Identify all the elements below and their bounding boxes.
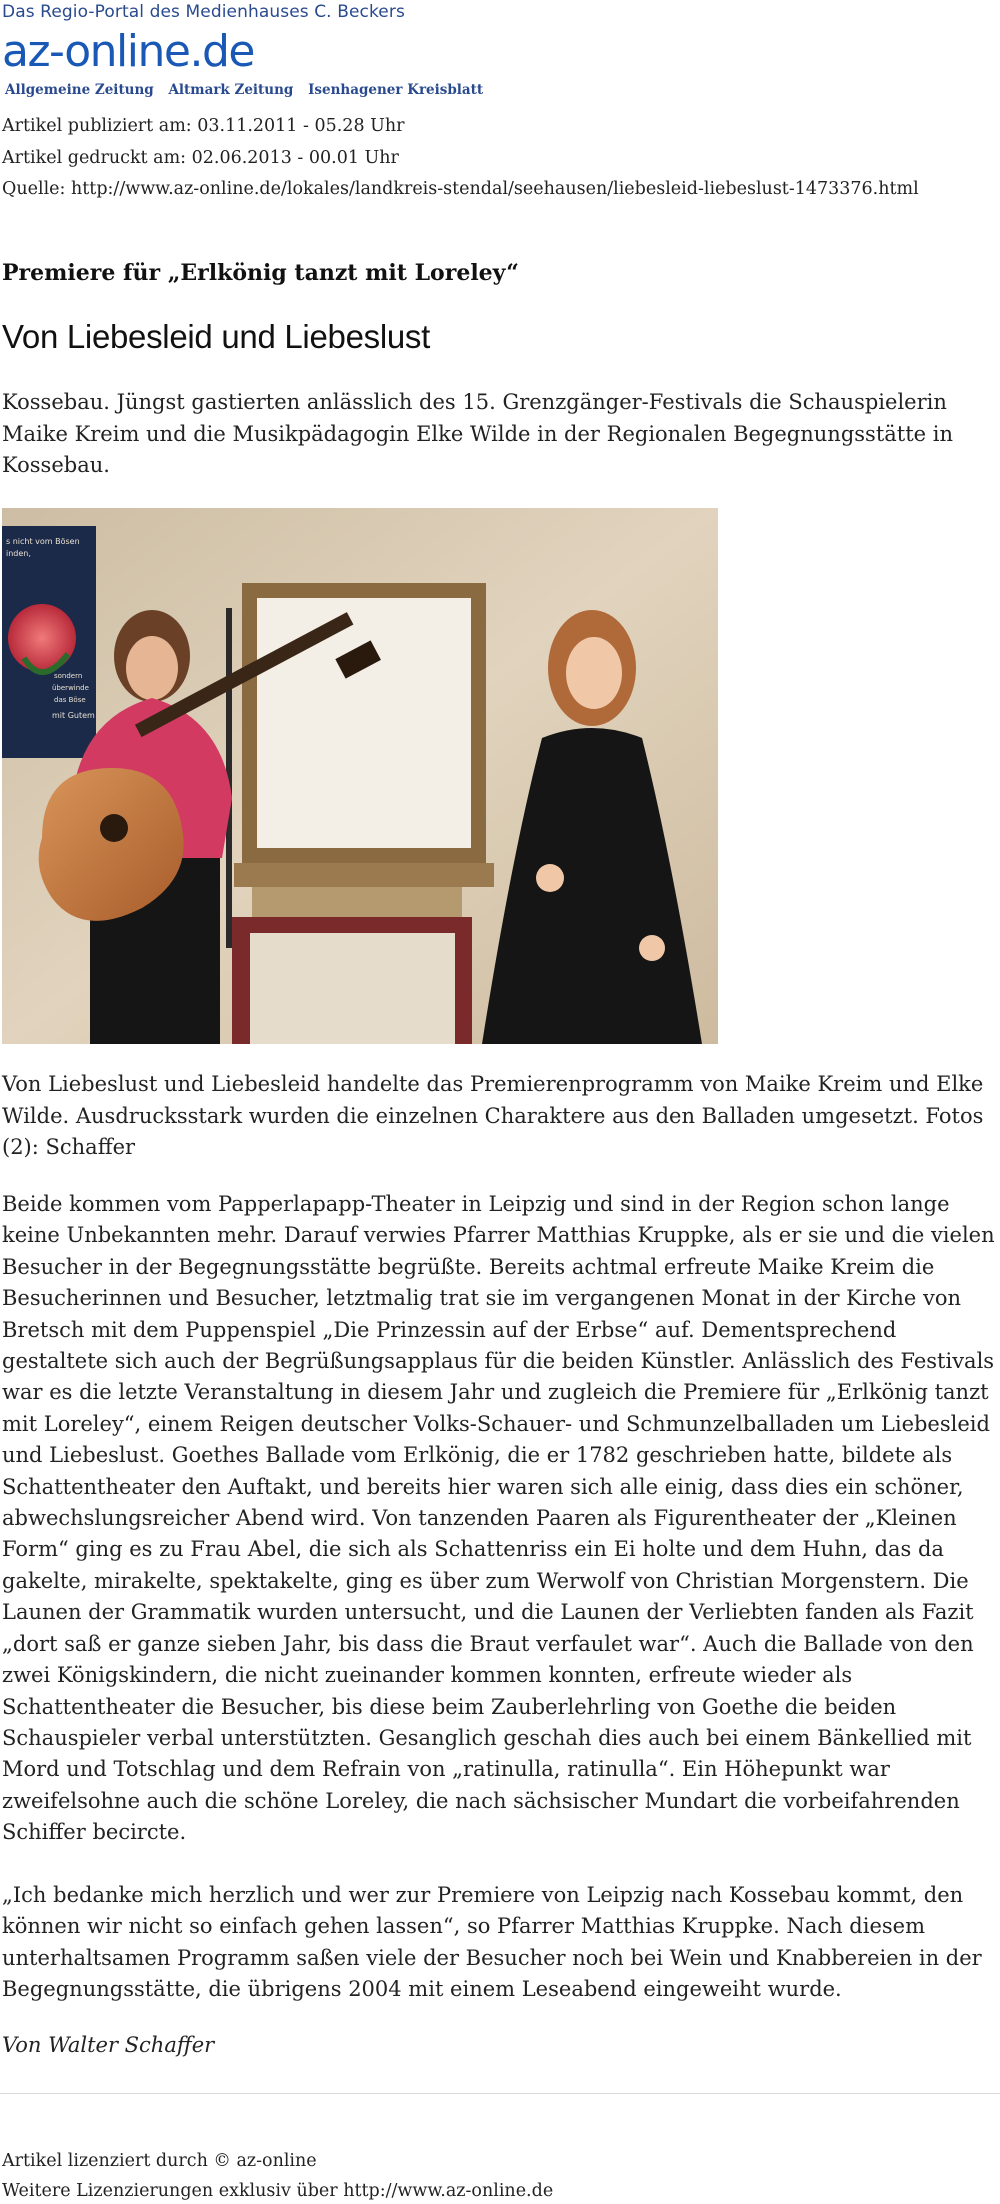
printed-date: Artikel gedruckt am: 02.06.2013 - 00.01 Uhr [2,148,399,168]
poster-text: inden, [6,549,31,558]
published-date: Artikel publiziert am: 03.11.2011 - 05.28 Uhr [2,116,405,136]
poster-text: überwinde [52,684,89,692]
poster-text: s nicht vom Bösen [6,537,80,546]
publication-name: Isenhagener Kreisblatt [308,82,484,98]
license-note: Artikel lizenziert durch © az-online [2,2151,317,2171]
portal-tagline: Das Regio-Portal des Medienhauses C. Beckers [2,2,405,22]
poster-text: sondern [54,672,83,680]
article-headline: Von Liebesleid und Liebeslust [2,318,430,355]
article-kicker: Premiere für „Erlkönig tanzt mit Loreley“ [2,260,519,286]
az-online-logo[interactable]: az-online.de [2,26,254,77]
article-author: Von Walter Schaffer [2,2033,215,2057]
publication-name: Allgemeine Zeitung [5,82,154,98]
license-link[interactable]: Weitere Lizenzierungen exklusiv über http://www.az-online.de [2,2181,554,2201]
article-photo [2,508,718,1044]
publication-list [5,82,493,98]
publication-name: Altmark Zeitung [168,82,294,98]
article-paragraph: Beide kommen vom Papperlapapp-Theater in Leipzig und sind in der Region schon lange keine Unbekannten mehr. Darauf verwies Pfarrer Matthias Kruppke, als er sie und die vielen Besucher in der Begegnungsstätte begrüßte. Bereits achtmal erfreute Maike Kreim die Besucherinnen und Besucher, letztmalig trat sie im vergangenen Monat in der Kirche von Bretsch mit dem Puppenspiel „Die Prinzessin auf der Erbse“ auf. Dementsprechend gestaltete sich auch der Begrüßungsapplaus für die beiden Künstler. Anlässlich des Festivals war es die letzte Veranstaltung in diesem Jahr und zugleich die Premiere für „Erlkönig tanzt mit Loreley“, einem Reigen deutscher Volks-Schauer- und Schmunzelballaden um Liebesleid und Liebeslust. Goethes Ballade vom Erlkönig, die er 1782 geschrieben hatte, bildete als Schattentheater den Auftakt, und bereits hier waren sich alle einig, dass dies ein schöner, abwechslungsreicher Abend wird. Von tanzenden Paaren als Figurentheater der „Kleinen Form“ ging es zu Frau Abel, die sich als Schattenriss ein Ei holte und dem Huhn, das da gakelte, mirakelte, spektakelte, ging es über zum Werwolf von Christian Morgenstern. Die Launen der Grammatik wurden untersucht, und die Launen der Verliebten fanden als Fazit „dort saß er ganze sieben Jahr, bis dass die Braut verfaulet war“. Auch die Ballade von den zwei Königskindern, die nicht zueinander kommen konnten, erfreute wieder als Schattentheater die Besucher, bis diese beim Zauberlehrling von Goethe die beiden Schauspieler verbal unterstützten. Gesanglich geschah dies auch bei einem Bänkellied mit Mord und Totschlag und dem Refrain von „ratinulla, ratinulla“. Ein Höhepunkt war zweifelsohne auch die schöne Loreley, die nach sächsischer Mundart die vorbeifahrenden Schiffer becircte. [2,1192,995,1845]
source-url[interactable]: Quelle: http://www.az-online.de/lokales/landkreis-stendal/seehausen/liebesleid-liebeslust-1473376.html [2,179,919,199]
photo-caption: Von Liebeslust und Liebesleid handelte das Premierenprogramm von Maike Kreim und Elke Wilde. Ausdrucksstark wurden die einzelnen Charaktere aus den Balladen umgesetzt. Fotos (2): Schaffer [2,1072,984,1159]
wall-poster [2,526,96,758]
poster-text: mit Gutem [52,711,95,720]
article-lead: Kossebau. Jüngst gastierten anlässlich des 15. Grenzgänger-Festivals die Schauspielerin Maike Kreim und die Musikpädagogin Elke Wilde in der Regionalen Begegnungsstätte in Kossebau. [2,390,953,477]
poster-text: das Böse [54,696,86,704]
footer-divider [0,2093,1000,2094]
article-paragraph: „Ich bedanke mich herzlich und wer zur Premiere von Leipzig nach Kossebau kommt, den können wir nicht so einfach gehen lassen“, so Pfarrer Matthias Kruppke. Nach diesem unterhaltsamen Programm saßen viele der Besucher noch bei Wein und Knabbereien in der Begegnungsstätte, die übrigens 2004 mit einem Leseabend eingeweiht wurde. [2,1883,982,2002]
